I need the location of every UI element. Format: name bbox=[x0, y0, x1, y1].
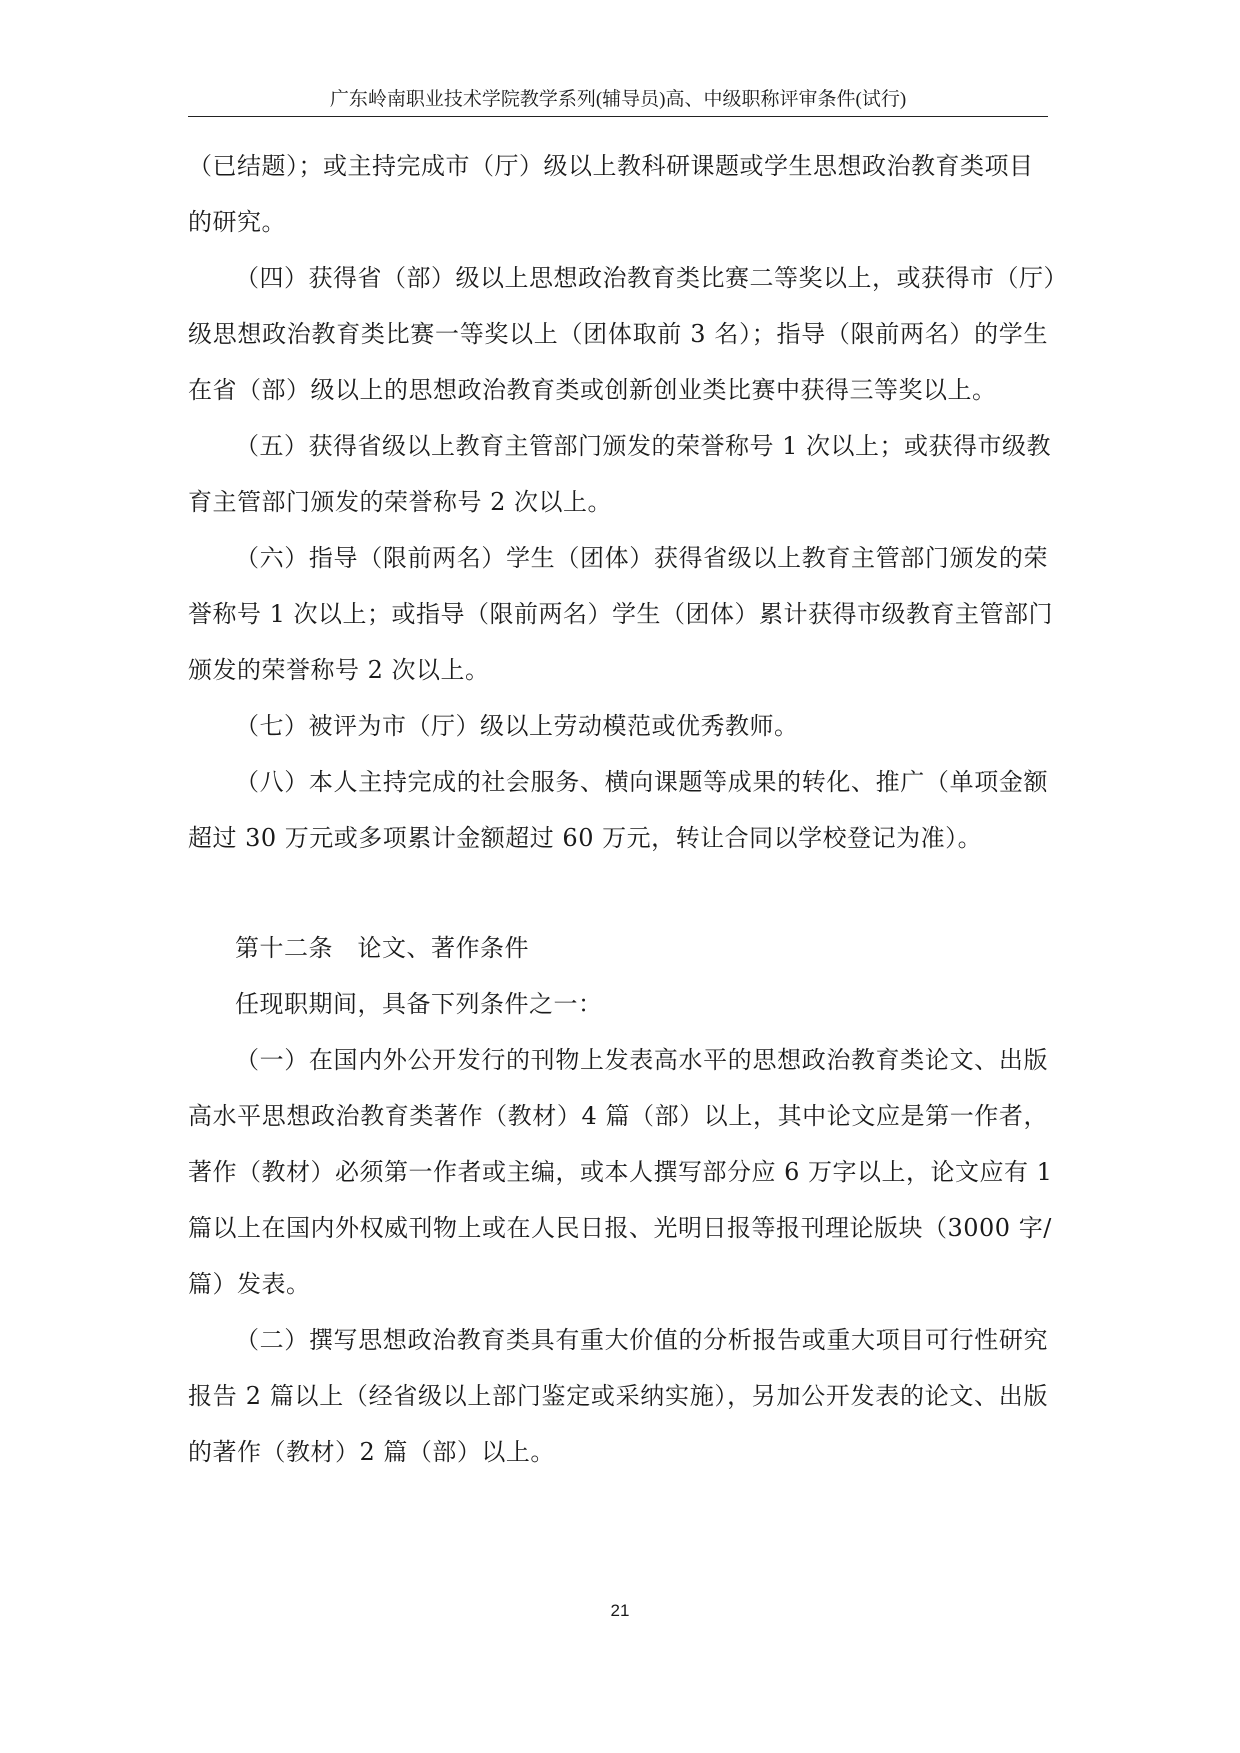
paragraph-item-7-line: （七）被评为市（厅）级以上劳动模范或优秀教师。 bbox=[235, 712, 799, 740]
paragraph-item-1-line: （一）在国内外公开发行的刊物上发表高水平的思想政治教育类论文、出版 bbox=[235, 1046, 1048, 1074]
body-line: 颁发的荣誉称号 2 次以上。 bbox=[188, 656, 490, 684]
page-number: 21 bbox=[610, 1601, 630, 1620]
paragraph-item-4-line: （四）获得省（部）级以上思想政治教育类比赛二等奖以上，或获得市（厅） bbox=[235, 264, 1068, 292]
article-intro: 任现职期间，具备下列条件之一： bbox=[235, 990, 603, 1018]
article-heading: 第十二条 论文、著作条件 bbox=[235, 934, 529, 962]
body-line: 的著作（教材）2 篇（部）以上。 bbox=[188, 1438, 555, 1466]
paragraph-item-8-line: （八）本人主持完成的社会服务、横向课题等成果的转化、推广（单项金额 bbox=[235, 768, 1048, 796]
paragraph-item-6-line: （六）指导（限前两名）学生（团体）获得省级以上教育主管部门颁发的荣 bbox=[235, 544, 1048, 572]
body-line: 誉称号 1 次以上；或指导（限前两名）学生（团体）累计获得市级教育主管部门 bbox=[188, 600, 1054, 628]
body-line: （已结题）；或主持完成市（厅）级以上教科研课题或学生思想政治教育类项目 bbox=[188, 152, 1034, 180]
header-rule bbox=[188, 116, 1048, 117]
body-line: 报告 2 篇以上（经省级以上部门鉴定或采纳实施），另加公开发表的论文、出版 bbox=[188, 1382, 1048, 1410]
paragraph-item-5-line: （五）获得省级以上教育主管部门颁发的荣誉称号 1 次以上；或获得市级教 bbox=[235, 432, 1052, 460]
body-line: 育主管部门颁发的荣誉称号 2 次以上。 bbox=[188, 488, 613, 516]
body-line: 的研究。 bbox=[188, 208, 286, 236]
body-line: 超过 30 万元或多项累计金额超过 60 万元，转让合同以学校登记为准）。 bbox=[188, 824, 983, 852]
body-line: 高水平思想政治教育类著作（教材）4 篇（部）以上，其中论文应是第一作者， bbox=[188, 1102, 1048, 1130]
running-header: 广东岭南职业技术学院教学系列(辅导员)高、中级职称评审条件(试行) bbox=[329, 89, 907, 110]
body-line: 篇以上在国内外权威刊物上或在人民日报、光明日报等报刊理论版块（3000 字/ bbox=[188, 1214, 1052, 1242]
body-line: 著作（教材）必须第一作者或主编，或本人撰写部分应 6 万字以上，论文应有 1 bbox=[188, 1158, 1053, 1186]
paragraph-item-2-line: （二）撰写思想政治教育类具有重大价值的分析报告或重大项目可行性研究 bbox=[235, 1326, 1048, 1354]
body-line: 在省（部）级以上的思想政治教育类或创新创业类比赛中获得三等奖以上。 bbox=[188, 376, 997, 404]
body-line: 篇）发表。 bbox=[188, 1270, 311, 1298]
body-line: 级思想政治教育类比赛一等奖以上（团体取前 3 名）；指导（限前两名）的学生 bbox=[188, 320, 1048, 348]
